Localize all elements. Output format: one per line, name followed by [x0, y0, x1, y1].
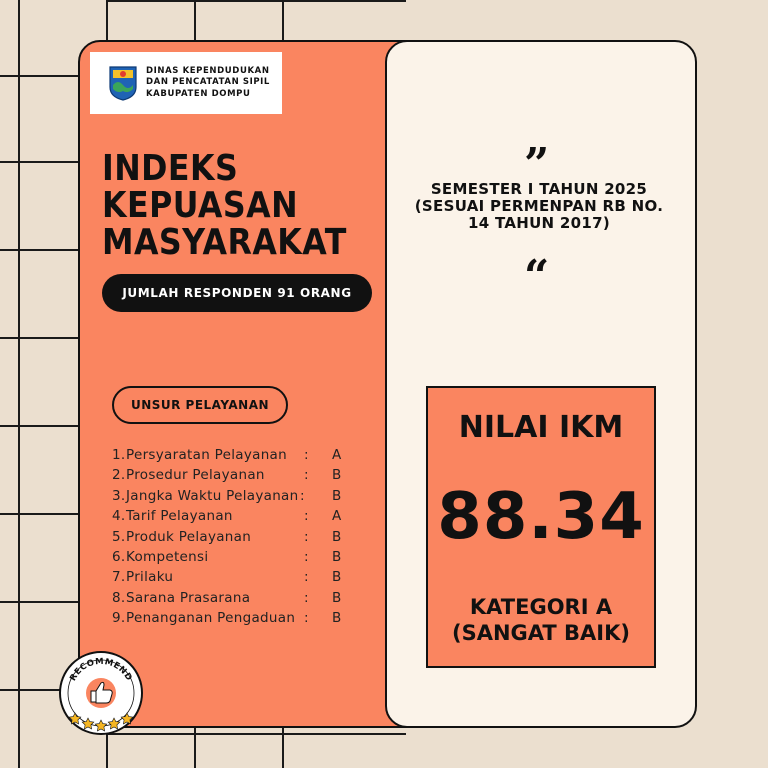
- ikm-value: 88.34: [437, 480, 645, 554]
- item-colon: :: [304, 528, 309, 545]
- agency-name-line: KABUPATEN DOMPU: [146, 88, 251, 99]
- item-colon: :: [304, 508, 309, 525]
- list-item: [112, 486, 352, 506]
- item-grade: B: [332, 589, 342, 606]
- service-elements-label: UNSUR PELAYANAN: [112, 386, 288, 424]
- item-grade: B: [332, 487, 342, 504]
- list-item: [112, 547, 352, 567]
- item-colon: :: [304, 589, 309, 606]
- agency-name-line: DAN PENCATATAN SIPIL: [146, 77, 270, 88]
- grid-line: [106, 733, 406, 735]
- quote-open-icon: ”: [524, 139, 550, 190]
- item-label: Prosedur Pelayanan: [126, 467, 265, 484]
- ikm-category: [428, 594, 654, 646]
- item-number: 5.: [112, 528, 126, 545]
- list-item: [112, 588, 352, 608]
- agency-logo: [90, 52, 282, 114]
- semester-line: (SESUAI PERMENPAN RB NO.: [414, 197, 664, 215]
- item-label: Prilaku: [126, 569, 174, 586]
- item-grade: A: [332, 447, 342, 463]
- item-number: 6.: [112, 548, 126, 565]
- list-item: [112, 527, 352, 547]
- service-elements-list: [112, 445, 352, 629]
- badge-text: RECOMMEND: [68, 656, 134, 683]
- list-item: [112, 608, 352, 628]
- title-line: MASYARAKAT: [102, 222, 347, 263]
- item-grade: A: [332, 508, 342, 525]
- item-number: 9.: [112, 610, 126, 627]
- item-number: 8.: [112, 589, 126, 606]
- item-colon: :: [304, 548, 309, 565]
- semester-line: 14 TAHUN 2017): [467, 214, 611, 232]
- item-label: Sarana Prasarana: [126, 589, 251, 606]
- item-label: Tarif Pelayanan: [126, 508, 233, 525]
- semester-line: SEMESTER I TAHUN 2025: [430, 180, 648, 198]
- list-item: [112, 567, 352, 587]
- title-line: INDEKS: [102, 148, 239, 189]
- quote-close-icon: “: [524, 251, 550, 302]
- item-label: Kompetensi: [126, 548, 209, 565]
- grid-line: [18, 0, 20, 768]
- thumbs-up-icon: [86, 678, 116, 708]
- agency-name: [146, 66, 270, 101]
- category-line: KATEGORI A: [469, 595, 613, 619]
- item-colon: :: [304, 569, 309, 586]
- list-item: [112, 506, 352, 526]
- list-item: [112, 445, 352, 465]
- semester-info: [405, 181, 673, 232]
- item-colon: :: [304, 467, 309, 484]
- item-number: 3.: [112, 487, 126, 504]
- item-label: Jangka Waktu Pelayanan: [126, 487, 299, 504]
- item-label: Persyaratan Pelayanan: [126, 447, 287, 463]
- item-number: 7.: [112, 569, 126, 586]
- item-number: 4.: [112, 508, 126, 525]
- item-grade: B: [332, 569, 342, 586]
- respondent-count-badge: JUMLAH RESPONDEN 91 ORANG: [102, 274, 372, 312]
- ikm-label: NILAI IKM: [458, 410, 624, 445]
- shield-emblem-icon: [108, 65, 138, 101]
- item-colon: :: [300, 487, 305, 504]
- item-grade: B: [332, 528, 342, 545]
- recommend-badge: [58, 650, 144, 736]
- agency-name-line: DINAS KEPENDUDUKAN: [146, 65, 270, 76]
- ikm-score-card: [426, 386, 656, 668]
- title-line: KEPUASAN: [102, 185, 299, 226]
- item-number: 2.: [112, 467, 126, 484]
- item-label: Produk Pelayanan: [126, 528, 252, 545]
- item-label: Penanganan Pengaduan: [126, 610, 296, 627]
- page-title: [102, 150, 347, 261]
- item-number: 1.: [112, 447, 126, 463]
- grid-line: [106, 0, 406, 2]
- list-item: [112, 465, 352, 485]
- item-colon: :: [304, 610, 309, 627]
- category-line: (SANGAT BAIK): [452, 621, 630, 645]
- item-colon: :: [304, 447, 309, 463]
- item-grade: B: [332, 610, 342, 627]
- item-grade: B: [332, 467, 342, 484]
- item-grade: B: [332, 548, 342, 565]
